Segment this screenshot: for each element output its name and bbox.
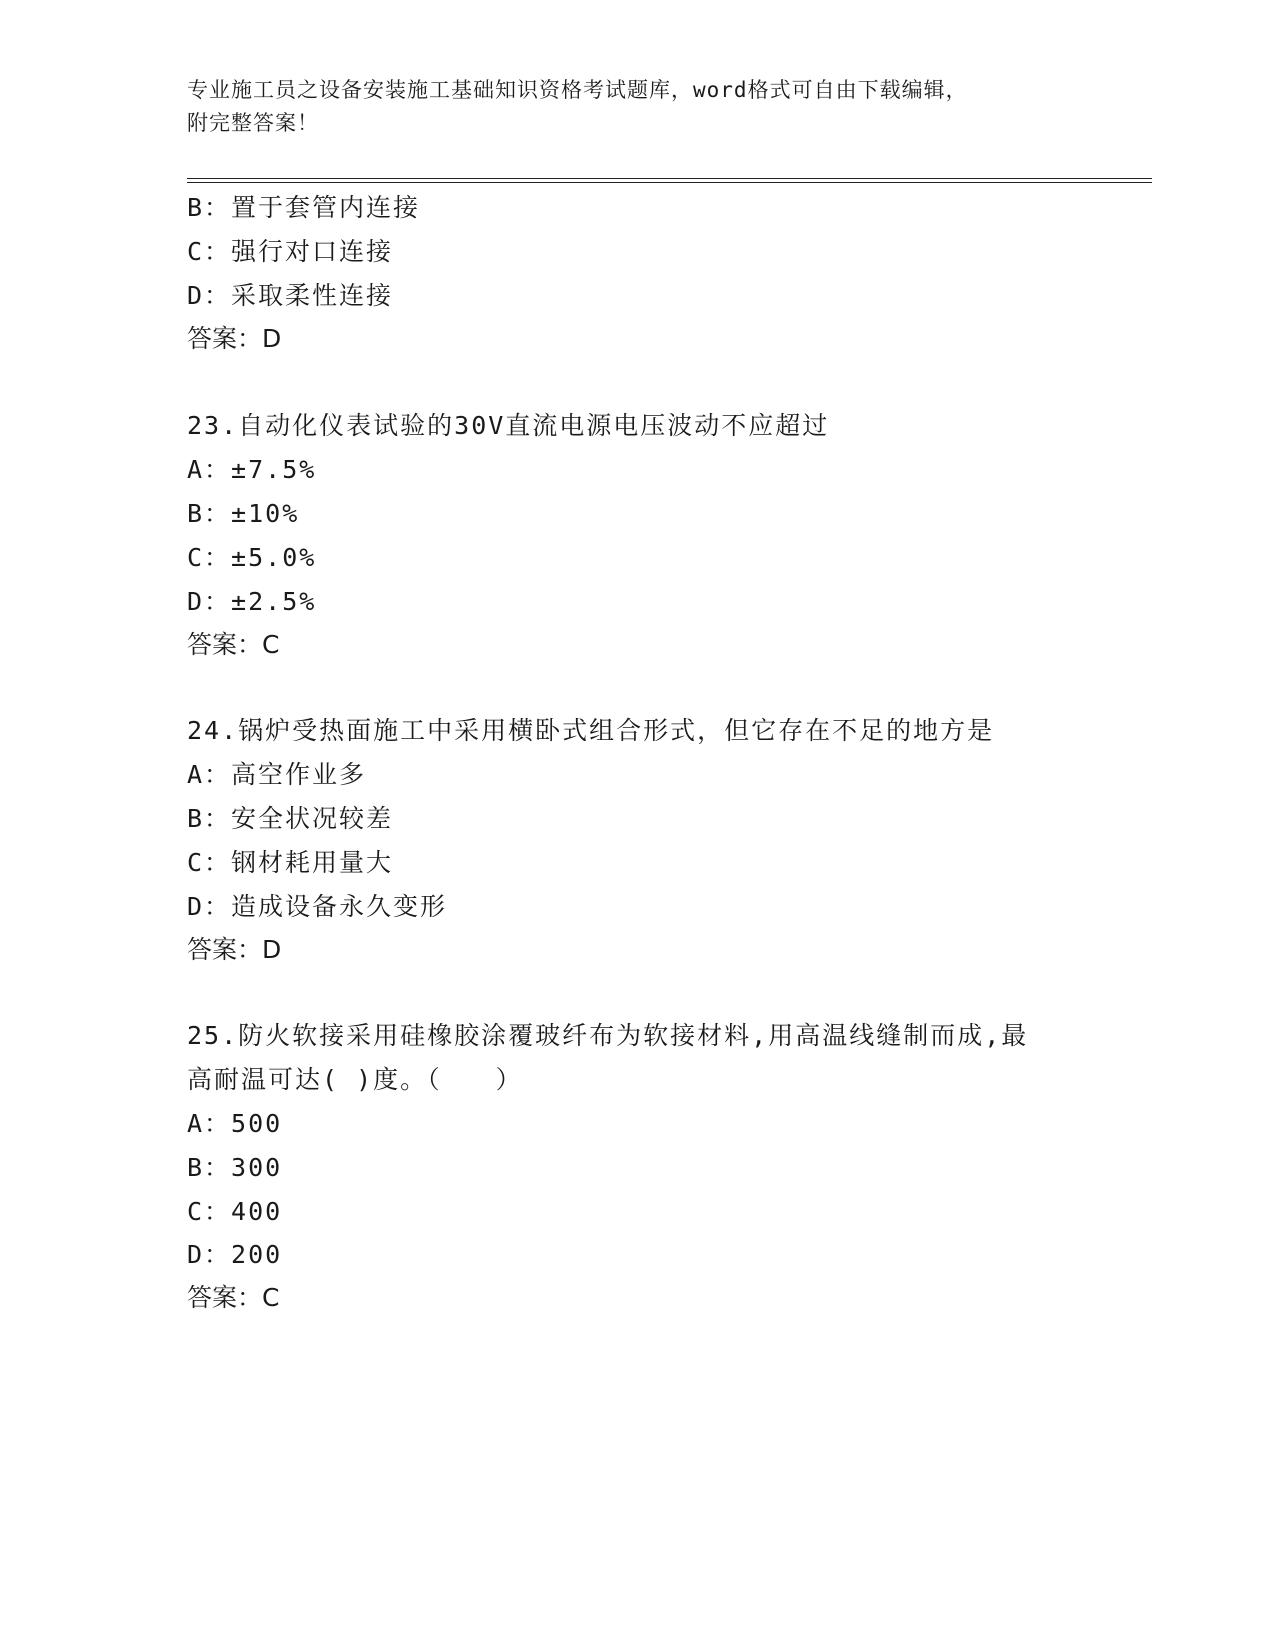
header-line-2: 附完整答案！ — [187, 111, 319, 135]
header-divider-bottom — [187, 182, 1152, 183]
header-line-1: 专业施工员之设备安装施工基础知识资格考试题库，word格式可自由下载编辑， — [187, 78, 968, 102]
option-a: A：高空作业多 — [187, 760, 367, 789]
option-b: B：置于套管内连接 — [187, 193, 421, 222]
answer: 答案：C — [187, 1283, 280, 1312]
option-b: B：±10% — [187, 499, 300, 528]
option-d: D：±2.5% — [187, 587, 317, 616]
option-c: C：强行对口连接 — [187, 237, 394, 266]
option-c: C：400 — [187, 1197, 283, 1226]
question-stem: 24.锅炉受热面施工中采用横卧式组合形式，但它存在不足的地方是 — [187, 716, 995, 745]
document-header — [187, 74, 1087, 140]
option-d: D：造成设备永久变形 — [187, 892, 448, 921]
answer: 答案：D — [187, 935, 282, 964]
question-stem: 23.自动化仪表试验的30V直流电源电压波动不应超过 — [187, 411, 830, 440]
option-c: C：钢材耗用量大 — [187, 848, 394, 877]
option-a: A：±7.5% — [187, 455, 317, 484]
question-stem-line-1: 25.防火软接采用硅橡胶涂覆玻纤布为软接材料,用高温线缝制而成,最 — [187, 1021, 1029, 1050]
option-d: D：采取柔性连接 — [187, 281, 394, 310]
question-stem-line-2: 高耐温可达( )度。（ ） — [187, 1065, 523, 1094]
option-b: B：300 — [187, 1153, 283, 1182]
option-a: A：500 — [187, 1109, 283, 1138]
option-b: B：安全状况较差 — [187, 804, 394, 833]
answer: 答案：C — [187, 630, 280, 659]
option-c: C：±5.0% — [187, 543, 317, 572]
option-d: D：200 — [187, 1240, 283, 1269]
header-divider-top — [187, 178, 1152, 179]
answer: 答案：D — [187, 324, 282, 353]
